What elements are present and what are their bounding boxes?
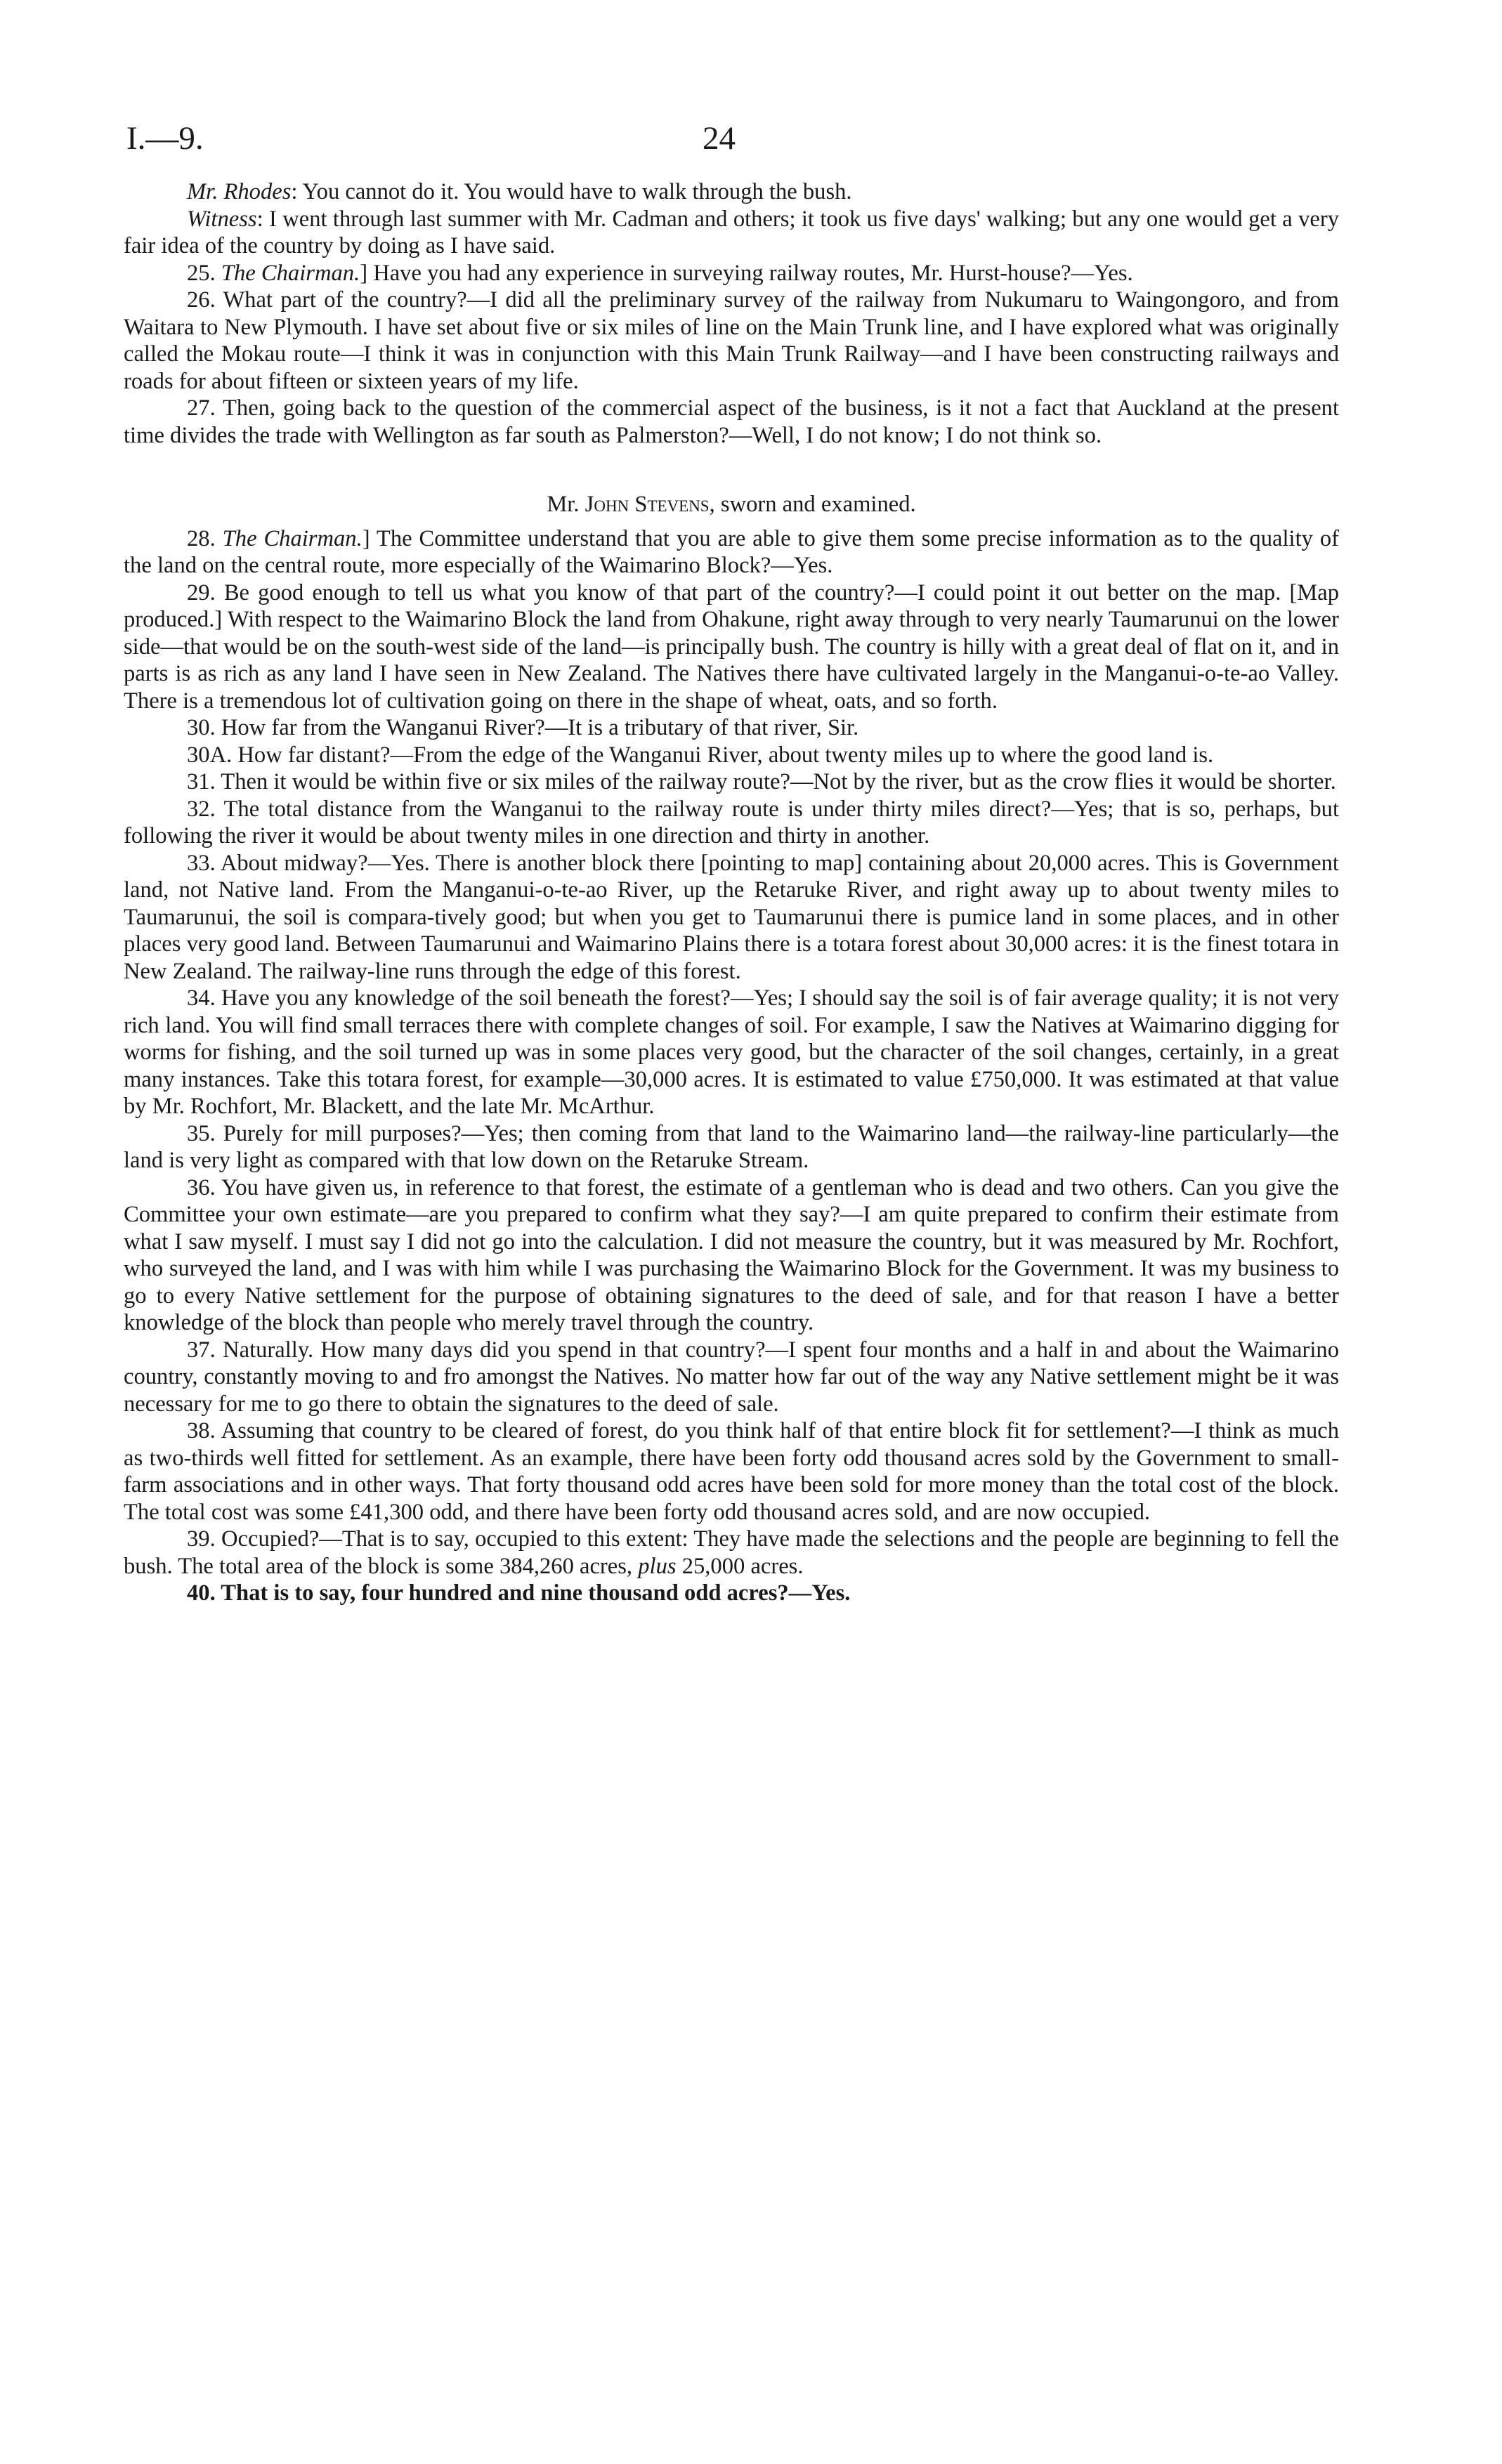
paragraph-text: You have given us, in reference to that forest, the estimate of a gentleman who is dead and two others. Can you give the Committee your own estimate—are you prepared to confirm what they say?—I am quite prepared to confirm their estimate from what I saw myself. I must say I did not go into the calculation. I did not measure the country, but it was measured by Mr. Rochfort, who surveyed the land, and I was with him while I was purchasing the Waimarino Block for the Government. It was my business to go to every Native settlement for the purpose of obtaining signatures to the deed of sale, and for that reason I have a better knowledge of the block than people who merely travel through the country. bbox=[124, 1174, 1340, 1335]
question-number: 35. bbox=[187, 1120, 216, 1146]
question-28 bbox=[124, 525, 1339, 579]
paragraph-text: Occupied?—That is to say, occupied to this extent: They have made the selections and the people are beginning to fell the bush. The total area of the block is some 384,260 acres, bbox=[124, 1526, 1339, 1579]
paragraph-text: Naturally. How many days did you spend in that country?—I spent four months and a half in and about the Waimarino country, constantly moving to and fro amongst the Natives. No matter how far out of the way any Native settlement might be it was necessary for me to go there to obtain the signatures to the deed of sale. bbox=[124, 1337, 1339, 1417]
paragraph-text: ] Have you had any experience in surveying railway routes, Mr. Hurst-house?—Yes. bbox=[360, 260, 1133, 286]
paragraph-text: Then it would be within five or six miles of the railway route?—Not by the river, but as the crow flies it would be shorter. bbox=[221, 769, 1336, 794]
question-number: 36. bbox=[187, 1174, 216, 1200]
paragraph-text: Be good enough to tell us what you know of that part of the country?—I could point it out better on the map. [Map produced.] With respect to the Waimarino Block the land from Ohakune, right away through to very nearly Taumarunui on the lower side—that would be on the south-west side of the land—is principally bush. The country is hilly with a great deal of flat on it, and in parts is as rich as any land I have seen in New Zealand. The Natives there have cultivated largely in the Manganui-o-te-ao Valley. There is a tremendous lot of cultivation going on there in the shape of wheat, oats, and so forth. bbox=[124, 579, 1339, 714]
document-body bbox=[124, 178, 1339, 1607]
question-39 bbox=[124, 1526, 1339, 1580]
italic-word: plus bbox=[638, 1553, 677, 1579]
question-29 bbox=[124, 579, 1339, 715]
question-25 bbox=[124, 260, 1339, 287]
question-number: 34. bbox=[187, 985, 216, 1011]
speaker-name: Mr. Rhodes bbox=[187, 179, 292, 204]
question-number: 30. bbox=[187, 715, 216, 740]
paragraph-text: Have you any knowledge of the soil beneath the forest?—Yes; I should say the soil is of fair average quality; it is not very rich land. You will find small terraces there with complete changes of soil. For example, I saw the Natives at Waimarino digging for worms for fishing, and the soil turned up was in some places very good, but the character of the soil changes, certainly, in a great many instances. Take this totara forest, for example—30,000 acres. It is estimated to value £750,000. It was estimated at that value by Mr. Rochfort, Mr. Blackett, and the late Mr. McArthur. bbox=[124, 985, 1339, 1119]
page-reference: I.—9. bbox=[126, 120, 204, 157]
page-number: 24 bbox=[703, 120, 736, 157]
paragraph-text: : You cannot do it. You would have to walk through the bush. bbox=[291, 179, 852, 204]
question-number: 37. bbox=[187, 1337, 216, 1363]
question-number: 31. bbox=[187, 769, 216, 794]
speaker-name: The Chairman. bbox=[221, 260, 360, 286]
question-number: 39. bbox=[187, 1526, 216, 1552]
question-number: 32. bbox=[187, 796, 216, 822]
paragraph-text: ] The Committee understand that you are able to give them some precise information as to the quality of the land on the central route, more especially of the Waimarino Block?—Yes. bbox=[124, 525, 1339, 578]
paragraph-tail: 25,000 acres. bbox=[681, 1553, 804, 1579]
question-34 bbox=[124, 985, 1339, 1120]
paragraph-text: The total distance from the Wanganui to the railway route is under thirty miles direct?—Yes; that is so, perhaps, but following the river it would be about twenty miles in one direction and thirty in another. bbox=[124, 796, 1339, 848]
question-26 bbox=[124, 287, 1339, 395]
paragraph-text: How far distant?—From the edge of the Wanganui River, about twenty miles up to where the good land is. bbox=[237, 742, 1214, 768]
question-37 bbox=[124, 1337, 1339, 1418]
question-number: 29. bbox=[187, 579, 216, 605]
question-30 bbox=[124, 714, 1339, 742]
witness-name: John Stevens bbox=[585, 492, 710, 517]
question-number: 28. bbox=[187, 525, 216, 551]
paragraph-text: How far from the Wanganui River?—It is a tributary of that river, Sir. bbox=[221, 715, 859, 740]
paragraph-text: : I went through last summer with Mr. Cadman and others; it took us five days' walking; but any one would get a very fair idea of the country by doing as I have said. bbox=[124, 206, 1339, 258]
question-number: 40. bbox=[187, 1580, 216, 1606]
question-number: 27. bbox=[187, 395, 216, 421]
heading-prefix: Mr. bbox=[547, 492, 580, 517]
paragraph-text: What part of the country?—I did all the preliminary survey of the railway from Nukumaru to Waingongoro, and from Waitara to New Plymouth. I have set about five or six miles of line on the Main Trunk line, and I have explored what was originally called the Mokau route—I think it was in conjunction with this Main Trunk Railway—and I have been constructing railways and roads for about fifteen or sixteen years of my life. bbox=[124, 287, 1339, 394]
question-32 bbox=[124, 796, 1339, 850]
witness-heading bbox=[124, 491, 1339, 518]
paragraph-text: Purely for mill purposes?—Yes; then coming from that land to the Waimarino land—the railway-line particularly—the land is very light as compared with that low down on the Retaruke Stream. bbox=[124, 1120, 1339, 1173]
paragraph-witness bbox=[124, 206, 1339, 260]
speaker-name: The Chairman. bbox=[222, 525, 363, 551]
paragraph-text: Assuming that country to be cleared of forest, do you think half of that entire block fit for settlement?—I think as much as two-thirds well fitted for settlement. As an example, there have been forty odd thousand acres sold by the Government to small-farm associations and in other ways. That forty thousand odd acres have been sold for more money than the total cost of the block. The total cost was some £41,300 odd, and there have been forty odd thousand acres sold, and are now occupied. bbox=[124, 1418, 1339, 1525]
heading-suffix: , sworn and examined. bbox=[709, 492, 916, 517]
question-36 bbox=[124, 1174, 1339, 1337]
question-35 bbox=[124, 1120, 1339, 1174]
paragraph-rhodes bbox=[124, 178, 1339, 206]
question-33 bbox=[124, 850, 1339, 985]
question-40 bbox=[124, 1580, 1339, 1607]
question-30a bbox=[124, 742, 1339, 769]
question-number: 30A. bbox=[187, 742, 233, 768]
paragraph-text: Then, going back to the question of the commercial aspect of the business, is it not a fact that Auckland at the present time divides the trade with Wellington as far south as Palmerston?—Well, I do not know; I do not think so. bbox=[124, 395, 1339, 448]
question-31 bbox=[124, 768, 1339, 796]
question-38 bbox=[124, 1417, 1339, 1526]
question-number: 26. bbox=[187, 287, 216, 313]
page-header bbox=[0, 119, 1502, 169]
question-number: 33. bbox=[187, 850, 216, 876]
question-number: 38. bbox=[187, 1418, 216, 1443]
question-27 bbox=[124, 395, 1339, 449]
question-number: 25. bbox=[187, 260, 216, 286]
speaker-name: Witness bbox=[187, 206, 257, 232]
paragraph-text: About midway?—Yes. There is another block there [pointing to map] containing about 20,000 acres. This is Government land, not Native land. From the Manganui-o-te-ao River, up the Retaruke River, and right away up to about twenty miles to Taumarunui, the soil is compara-tively good; but when you get to Taumarunui there is pumice land in some places, and in other places very good land. Between Taumarunui and Waimarino Plains there is a totara forest about 30,000 acres: it is the finest totara in New Zealand. The railway-line runs through the edge of this forest. bbox=[124, 850, 1339, 984]
paragraph-text: That is to say, four hundred and nine thousand odd acres?—Yes. bbox=[221, 1580, 851, 1606]
